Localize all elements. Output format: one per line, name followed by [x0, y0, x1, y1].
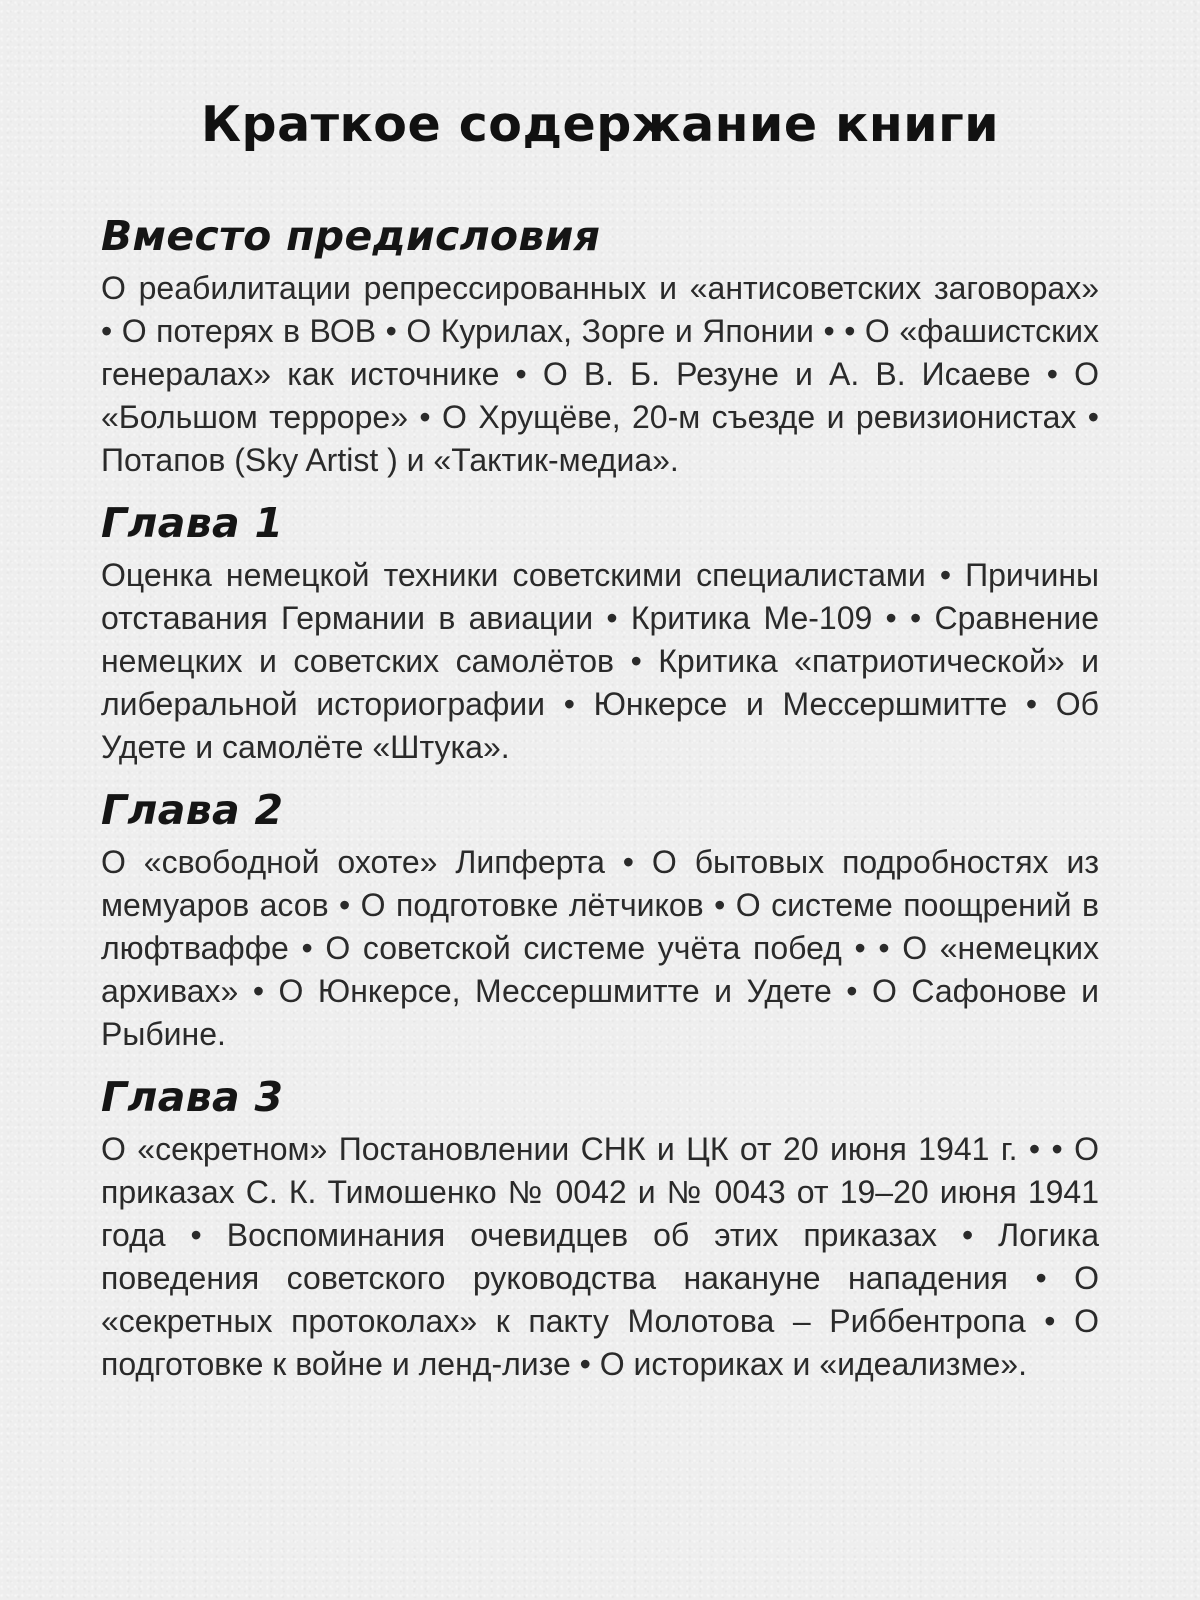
section-chapter-2 [101, 787, 1099, 1056]
section-text-chapter-3: О «секретном» Постановлении СНК и ЦК от 20 июня 1941 г. • • О приказах С. К. Тимошенко № 0042 и № 0043 от 19–20 июня 1941 года • Воспоминания очевидцев об этих приказах • Логика поведения советского руководства накануне нападения • О «секретных протоколах» к пакту Молотова – Риббентропа • О подготовке к войне и ленд-лизе • О историках и «идеализме». [101, 1131, 1099, 1383]
section-chapter-1 [101, 500, 1099, 769]
section-chapter-3 [101, 1074, 1099, 1386]
page-title: Краткое содержание книги [200, 96, 1000, 153]
section-text-chapter-2: О «свободной охоте» Липферта • О бытовых подробностях из мемуаров асов • О подготовке лётчиков • О системе поощрений в люфтваффе • О советской системе учёта побед • • О «немецких архивах» • О Юнкерсе, Мессершмитте и Удете • О Сафонове и Рыбине. [101, 844, 1099, 1053]
section-text-foreword: О реабилитации репрессированных и «антисоветских заговорах» • О потерях в ВОВ • О Курилах, Зорге и Японии • • О «фашистских генералах» как источнике • О В. Б. Резуне и А. В. Исаеве • О «Большом терроре» • О Хрущёве, 20-м съезде и ревизионистах • Потапов (Sky Artist ) и «Тактик-медиа». [101, 269, 1099, 478]
section-heading-chapter-3: Глава 3 [101, 1073, 284, 1122]
section-text-chapter-1: Оценка немецкой техники советскими специалистами • Причины отставания Германии в авиации • Критика Ме-109 • • Сравнение немецких и советских самолётов • Критика «патриотической» и либеральной историографии • Юнкерсе и Мессершмитте • Об Удете и самолёте «Штука». [101, 557, 1099, 766]
section-heading-foreword: Вместо предисловия [101, 211, 601, 260]
section-heading-chapter-1: Глава 1 [101, 498, 284, 547]
section-heading-chapter-2: Глава 2 [101, 786, 284, 835]
section-foreword [101, 213, 1099, 482]
